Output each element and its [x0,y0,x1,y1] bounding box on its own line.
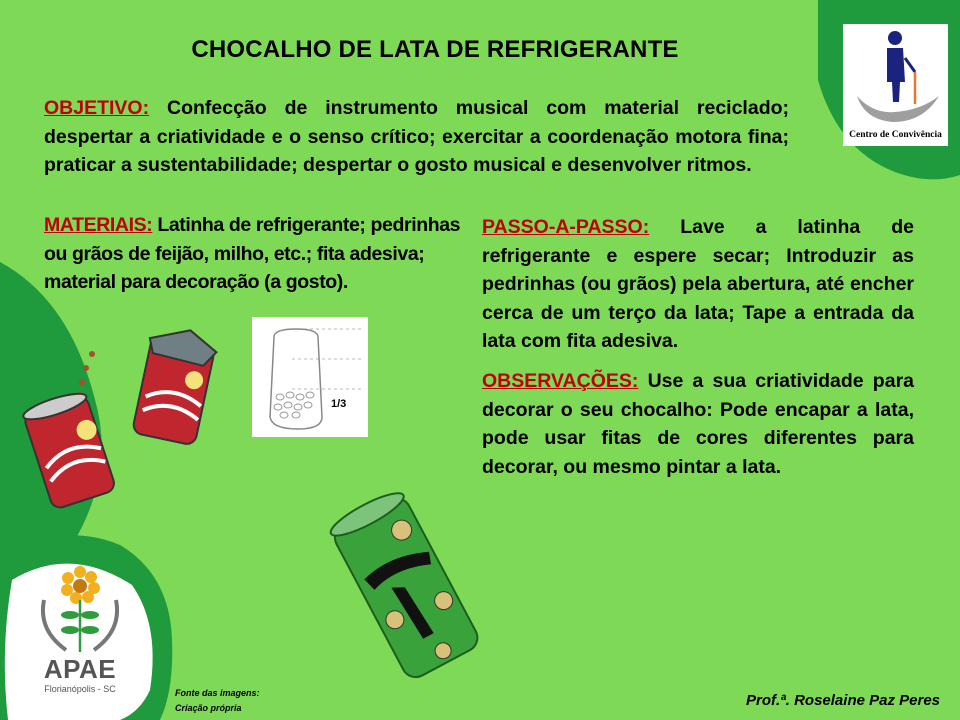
apae-city: Florianópolis - SC [44,684,116,694]
jar-one-third-figure [252,317,368,437]
observacoes-paragraph [482,367,914,481]
materiais-text: Latinha de refrigerante; pedrinhas ou grãos de feijão, milho, etc.; fita adesiva; material para decoração (a gosto). [44,214,461,293]
apae-logo [16,560,144,700]
author-credit: Prof.ª. Roselaine Paz Peres [746,692,940,709]
jar-sketch [252,317,368,437]
centro-convivencia-logo [843,24,948,146]
objetivo-text: Confecção de instrumento musical com material reciclado; despertar a criatividade e o senso crítico; exercitar a coordenação motora fina; praticar a sustentabilidade; despertar o gosto musical e desenvolver ritmos. [44,97,790,176]
elderly-person-icon [843,24,948,124]
materiais-paragraph [44,211,469,297]
centro-convivencia-caption: Centro de Convivência [849,130,942,140]
observacoes-text: Use a sua criatividade para decorar o seu chocalho: Pode encapar a lata, pode usar fitas de cores diferentes para decorar, ou mesmo pintar a lata. [482,370,914,478]
passo-label: PASSO-A-PASSO: [482,216,650,238]
source-line-2: Criação própria [175,703,242,713]
image-source-note [175,686,260,716]
objetivo-paragraph [44,94,789,180]
page-title: CHOCALHO DE LATA DE REFRIGERANTE [191,36,679,63]
objetivo-label: OBJETIVO: [44,97,150,119]
passo-text: Lave a latinha de refrigerante e espere secar; Introduzir as pedrinhas (ou grãos) pela abertura, até encher cerca de um terço da lata; Tape a entrada da lata com fita adesiva. [482,216,914,352]
decorated-shaker-image [312,490,502,680]
apae-name: APAE [43,654,117,684]
can-with-pebbles-image [20,340,130,510]
observacoes-label: OBSERVAÇÕES: [482,370,639,392]
jar-fraction-label: 1/3 [331,398,347,410]
source-line-1: Fonte das imagens: [175,688,260,698]
can-with-tape-image [128,318,218,448]
sunflower-hands-icon [16,560,144,656]
passo-paragraph [482,213,914,356]
materiais-label: MATERIAIS: [44,214,153,236]
